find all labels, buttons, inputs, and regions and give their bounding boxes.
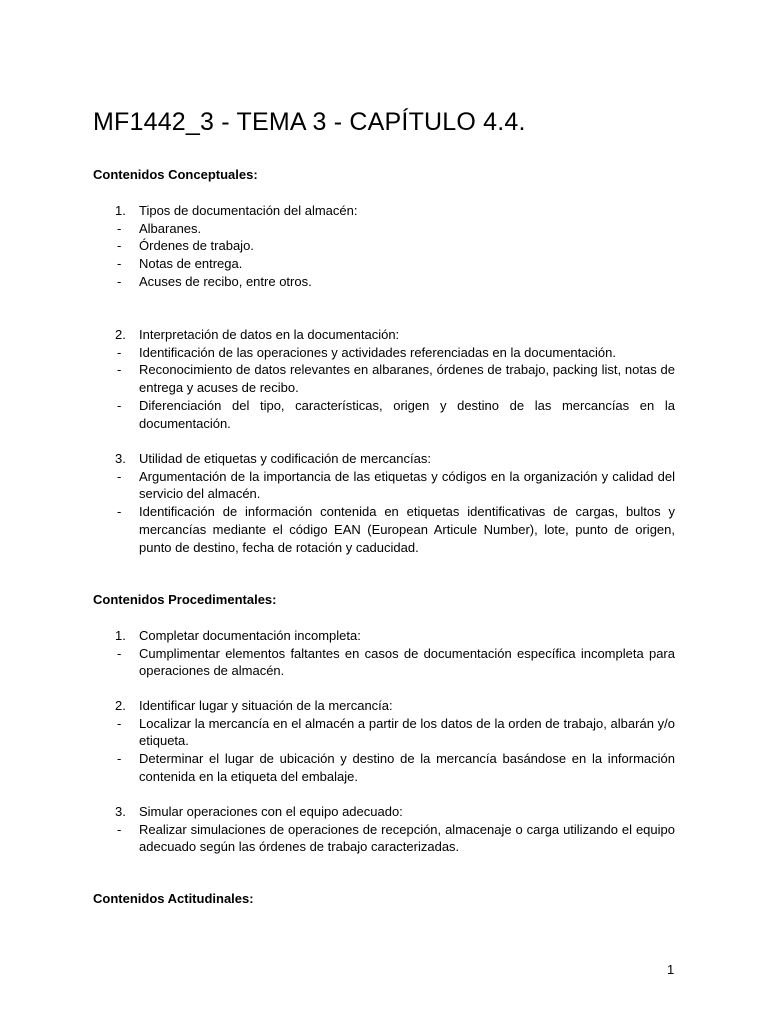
- list-bullet: - Diferenciación del tipo, características, origen y destino de las mercancías en la documentación.: [117, 397, 675, 431]
- list-item-procedimental-1: [93, 627, 675, 680]
- list-bullet: - Identificación de información contenida en etiquetas identificativas de cargas, bultos y mercancías mediante el código EAN (European Articule Number), lote, punto de origen, punto de destino, fecha de rotación y caducidad.: [117, 504, 675, 555]
- item-number: 1.: [115, 203, 126, 218]
- list-bullet: - Argumentación de la importancia de las etiquetas y códigos en la organización y calidad del servicio del almacén.: [117, 468, 675, 502]
- item-number: 3.: [115, 451, 126, 466]
- item-label: Completar documentación incompleta:: [139, 628, 361, 643]
- list-bullet: - Notas de entrega.: [117, 256, 243, 272]
- item-label: Interpretación de datos en la documentación:: [139, 327, 400, 342]
- list-item-procedimental-3: [93, 803, 675, 856]
- section-heading-conceptuales: Contenidos Conceptuales:: [93, 167, 258, 182]
- item-label: Tipos de documentación del almacén:: [139, 203, 358, 218]
- list-item-conceptual-1: [93, 202, 675, 291]
- page-number: 1: [667, 962, 675, 977]
- section-heading-procedimentales: Contenidos Procedimentales:: [93, 592, 277, 607]
- list-bullet: - Identificación de las operaciones y actividades referenciadas en la documentación.: [117, 344, 616, 360]
- list-bullet: - Reconocimiento de datos relevantes en albaranes, órdenes de trabajo, packing list, notas de entrega y acuses de recibo.: [117, 362, 675, 396]
- item-label: Identificar lugar y situación de la mercancía:: [139, 698, 393, 713]
- list-item-procedimental-2: [93, 697, 675, 786]
- list-item-conceptual-3: [93, 450, 675, 556]
- item-number: 2.: [115, 327, 126, 342]
- item-number: 3.: [115, 804, 126, 819]
- list-bullet: - Acuses de recibo, entre otros.: [117, 273, 312, 289]
- list-item-conceptual-2: [93, 326, 675, 432]
- document-title: MF1442_3 - TEMA 3 - CAPÍTULO 4.4.: [93, 108, 526, 136]
- list-bullet: - Cumplimentar elementos faltantes en casos de documentación específica incompleta para operaciones de almacén.: [117, 645, 675, 679]
- list-bullet: - Determinar el lugar de ubicación y destino de la mercancía basándose en la información contenida en la etiqueta del embalaje.: [117, 751, 675, 784]
- item-label: Utilidad de etiquetas y codificación de mercancías:: [139, 451, 431, 466]
- list-bullet: - Órdenes de trabajo.: [117, 238, 254, 254]
- list-bullet: - Albaranes.: [117, 220, 202, 236]
- item-label: Simular operaciones con el equipo adecuado:: [139, 804, 403, 819]
- section-heading-actitudinales: Contenidos Actitudinales:: [93, 891, 254, 906]
- item-number: 1.: [115, 628, 126, 643]
- list-bullet: - Localizar la mercancía en el almacén a partir de los datos de la orden de trabajo, albarán y/o etiqueta.: [117, 715, 675, 749]
- list-bullet: - Realizar simulaciones de operaciones de recepción, almacenaje o carga utilizando el equipo adecuado según las órdenes de trabajo caracterizadas.: [117, 821, 675, 855]
- item-number: 2.: [115, 698, 126, 713]
